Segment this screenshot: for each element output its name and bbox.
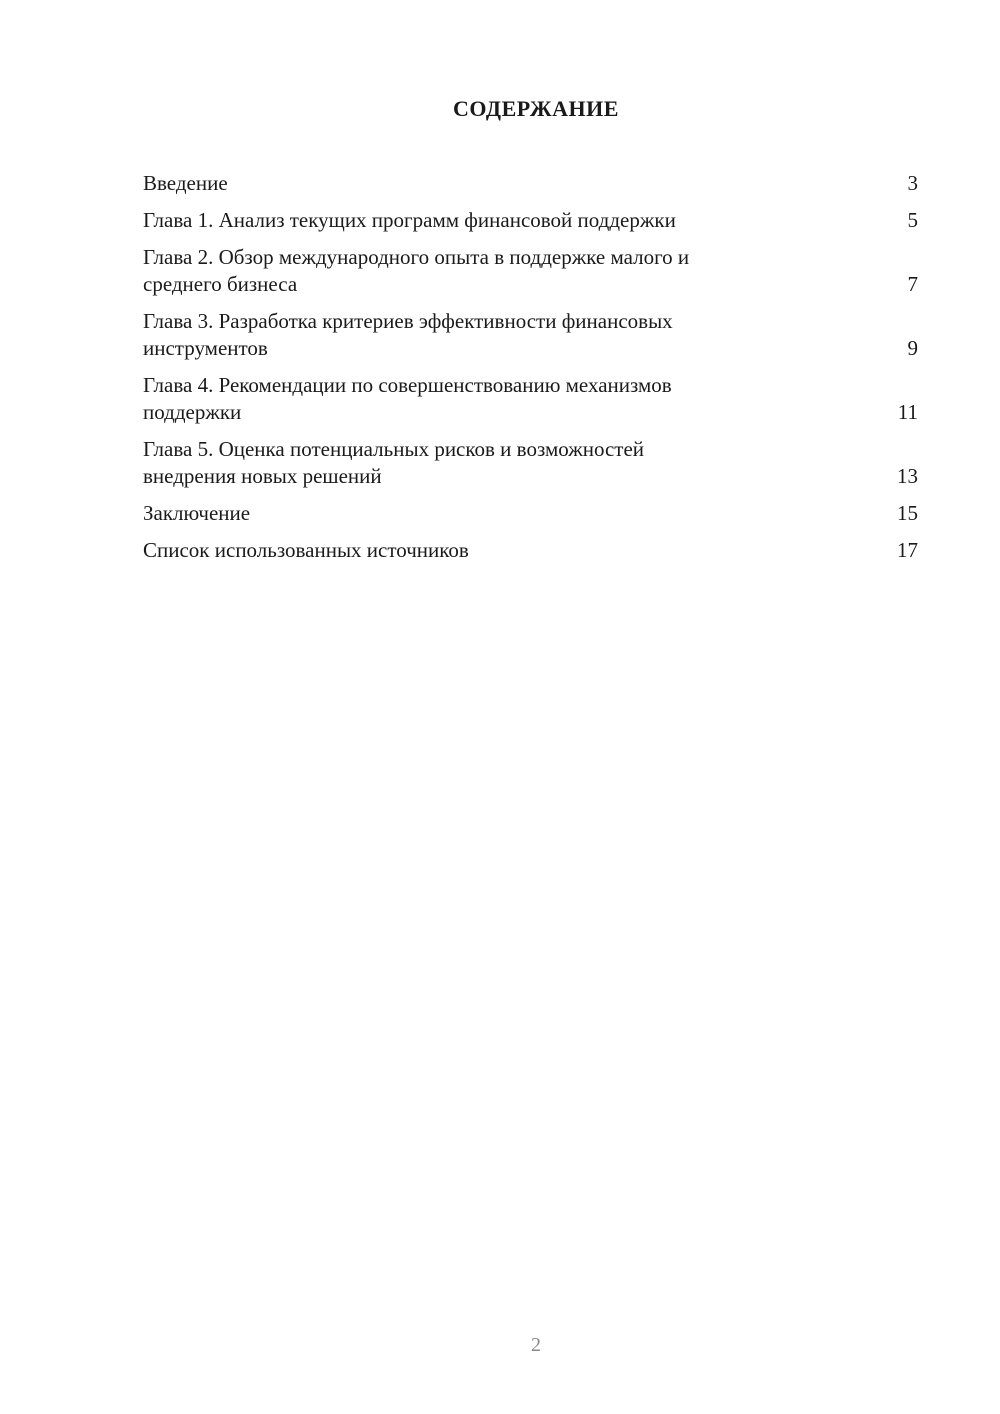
toc-entry-conclusion xyxy=(143,500,918,527)
toc-entry-text: Список использованных источников xyxy=(143,538,469,562)
toc-entry-page-number: 5 xyxy=(907,208,918,232)
toc-entry-text: Глава 1. Анализ текущих программ финансовой поддержки xyxy=(143,208,676,232)
toc-entry-chapter-2 xyxy=(143,244,918,298)
page-number: 2 xyxy=(531,1334,541,1356)
toc-entry-page-number: 7 xyxy=(907,272,918,296)
toc-entry-page-number: 17 xyxy=(897,538,918,562)
toc-entry-introduction xyxy=(143,170,918,197)
table-of-contents xyxy=(143,170,918,574)
toc-entry-page-number: 13 xyxy=(897,464,918,488)
toc-entry-chapter-5 xyxy=(143,436,918,490)
toc-entry-page-number: 15 xyxy=(897,501,918,525)
toc-entry-text: Глава 5. Оценка потенциальных рисков и возможностей внедрения новых решений xyxy=(143,437,645,488)
toc-entry-chapter-1 xyxy=(143,207,918,234)
toc-entry-page-number: 3 xyxy=(907,171,918,195)
toc-entry-text: Глава 3. Разработка критериев эффективности финансовых инструментов xyxy=(143,309,673,360)
toc-entry-text: Заключение xyxy=(143,501,251,525)
toc-entry-text: Глава 4. Рекомендации по совершенствованию механизмов поддержки xyxy=(143,373,672,424)
page-title: СОДЕРЖАНИЕ xyxy=(453,96,619,121)
toc-entry-chapter-4 xyxy=(143,372,918,426)
toc-entry-page-number: 9 xyxy=(907,336,918,360)
toc-entry-text: Глава 2. Обзор международного опыта в поддержке малого и среднего бизнеса xyxy=(143,245,690,296)
toc-entry-references xyxy=(143,537,918,564)
toc-entry-chapter-3 xyxy=(143,308,918,362)
toc-entry-page-number: 11 xyxy=(897,400,918,424)
toc-entry-text: Введение xyxy=(143,171,228,195)
